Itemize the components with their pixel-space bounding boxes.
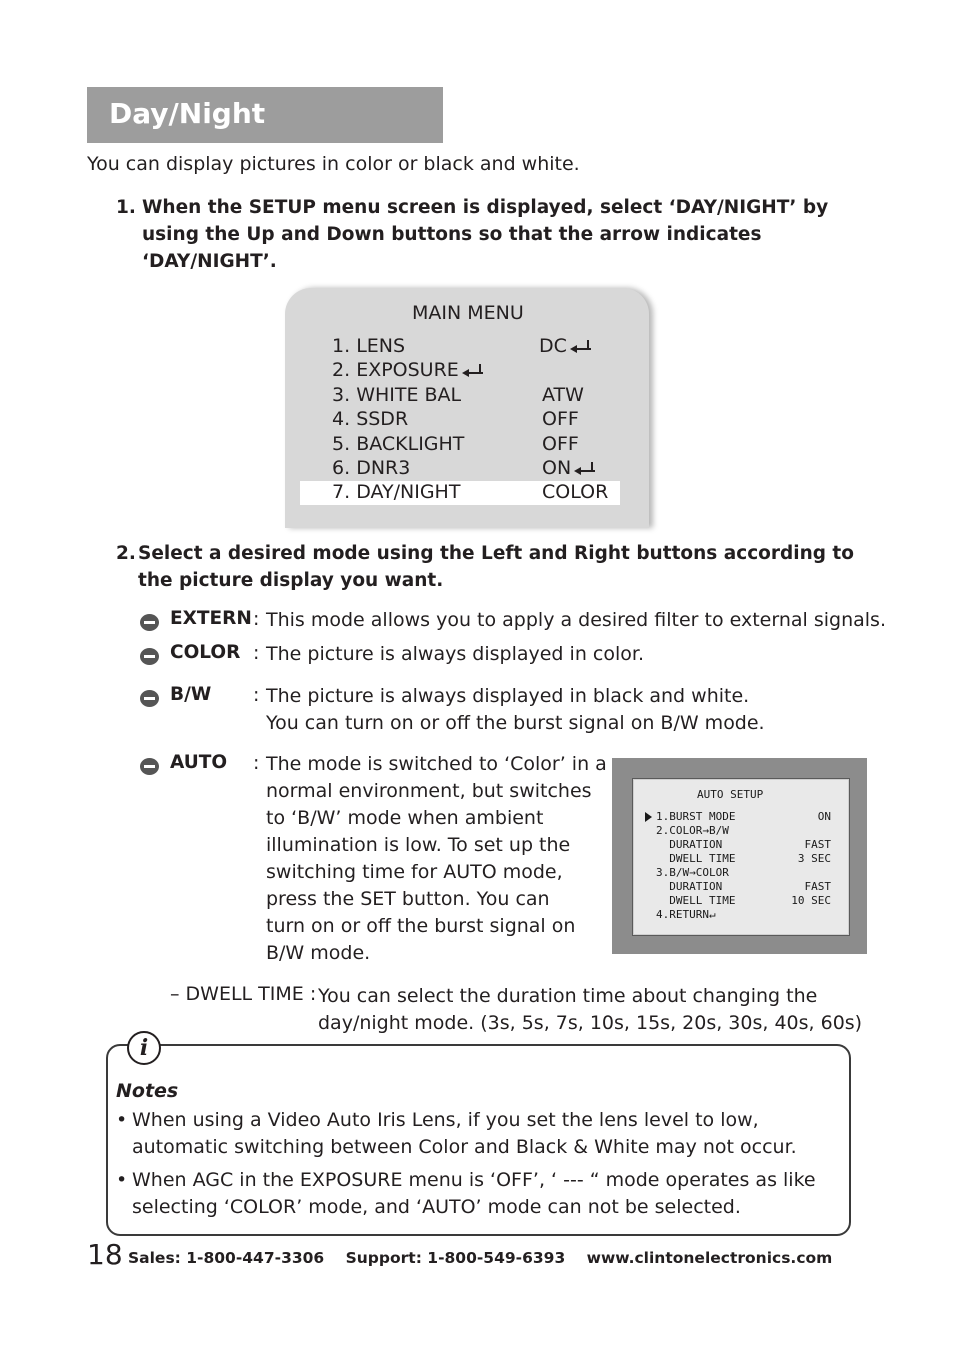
menu-item-day-night — [300, 481, 620, 505]
step-text: When the SETUP menu screen is displayed, select ‘DAY/NIGHT’ by using the Up and Down buttons so that the arrow indicates ‘DAY/NIGHT’. — [142, 197, 829, 272]
page-number: 18 — [87, 1238, 123, 1271]
auto-setup-row-value: 3 SEC — [797, 852, 831, 865]
menu-item-value-text: OFF — [542, 408, 579, 431]
arrow-bullet-icon — [140, 690, 159, 707]
enter-arrow-icon — [574, 462, 594, 476]
auto-setup-panel — [632, 778, 850, 936]
menu-item-value — [542, 408, 579, 430]
menu-item-value-text: ON — [542, 457, 572, 479]
menu-item-label: 4. — [332, 408, 351, 431]
section-title: Day/Night — [109, 97, 266, 130]
menu-item-label: 1. — [332, 335, 351, 357]
note-text: When AGC in the EXPOSURE menu is ‘OFF’, ‘ --- “ mode operates as like selecting ‘COLOR’ mode, and ‘AUTO’ mode can not be selected. — [132, 1169, 816, 1218]
auto-setup-row-label: DWELL TIME — [656, 894, 736, 907]
option-extern-name: EXTERN — [170, 608, 252, 629]
option-bw-desc-line: The picture is always displayed in black and white. — [266, 685, 750, 707]
auto-setup-row-label: 1.BURST MODE — [656, 810, 736, 823]
option-bw-desc-line: You can turn on or off the burst signal on B/W mode. — [266, 712, 765, 734]
dwell-time-line: day/night mode. (3s, 5s, 7s, 10s, 15s, 20s, 30s, 40s, 60s) — [318, 1012, 863, 1034]
menu-item-lens — [300, 335, 620, 359]
option-auto-name: AUTO — [170, 752, 228, 773]
option-auto-desc-line: to ‘B/W’ mode when ambient — [266, 807, 544, 829]
option-auto-desc-line: B/W mode. — [266, 942, 371, 964]
menu-item-value — [542, 457, 594, 479]
arrow-bullet-icon — [140, 648, 159, 665]
step-text: Select a desired mode using the Left and Right buttons according to the picture display you want. — [138, 543, 854, 591]
option-auto-desc-line: The mode is switched to ‘Color’ in a — [266, 753, 607, 775]
menu-item-ssdr — [300, 408, 620, 432]
menu-item-text: BACKLIGHT — [356, 432, 465, 455]
note-item: • When AGC in the EXPOSURE menu is ‘OFF’, ‘ --- “ mode operates as like selecting ‘COLOR’ mode, and ‘AUTO’ mode can not be selected. — [116, 1167, 846, 1221]
auto-setup-title: AUTO SETUP — [697, 788, 764, 801]
option-extern-desc: This mode allows you to apply a desired filter to external signals. — [266, 609, 886, 631]
option-auto-desc-line: switching time for AUTO mode, — [266, 861, 563, 883]
auto-setup-row-value: FAST — [804, 880, 831, 893]
auto-setup-row-value: FAST — [804, 838, 831, 851]
option-colon: : — [253, 642, 260, 664]
main-menu-screen — [285, 288, 649, 528]
menu-item-value — [542, 481, 608, 503]
note-item: • When using a Video Auto Iris Lens, if you set the lens level to low, automatic switching between Color and Black & White may not occur. — [116, 1107, 846, 1161]
option-bw-name: B/W — [170, 684, 212, 705]
menu-item-text: DNR3 — [356, 457, 411, 479]
menu-item-value-text: DC — [539, 335, 567, 357]
menu-item-value — [539, 335, 590, 357]
dwell-time-label: – DWELL TIME : — [170, 983, 317, 1005]
auto-setup-row-label: DURATION — [656, 880, 723, 893]
dwell-time-line: You can select the duration time about changing the — [318, 985, 818, 1007]
option-auto-desc-line: normal environment, but switches — [266, 780, 592, 802]
menu-item-value-text: ATW — [542, 383, 584, 406]
step-number: 2. — [116, 543, 136, 564]
menu-item-label: 6. — [332, 457, 351, 479]
option-colon: : — [253, 752, 260, 774]
auto-setup-row-label: DWELL TIME — [656, 852, 736, 865]
menu-item-backlight — [300, 433, 620, 457]
menu-title: MAIN MENU — [412, 302, 524, 324]
notes-title: Notes — [116, 1080, 179, 1102]
menu-item-value-text: OFF — [542, 432, 579, 455]
auto-setup-row-label: 4.RETURN↵ — [656, 908, 716, 921]
menu-item-value — [542, 433, 579, 455]
option-colon: : — [253, 684, 260, 706]
enter-arrow-icon — [462, 364, 482, 378]
auto-setup-row-value: ON — [817, 810, 831, 823]
menu-item-white-bal — [300, 384, 620, 408]
enter-arrow-icon — [570, 340, 590, 354]
arrow-bullet-icon — [140, 758, 159, 775]
auto-setup-row-value: 10 SEC — [791, 894, 831, 907]
auto-setup-row-label: DURATION — [656, 838, 723, 851]
menu-item-text: SSDR — [356, 408, 409, 431]
menu-item-text: DAY/NIGHT — [356, 481, 461, 504]
cursor-arrow-icon — [645, 812, 652, 822]
menu-item-label: 7. — [332, 481, 351, 504]
menu-item-dnr- — [300, 457, 620, 481]
sales-phone: Sales: 1-800-447-3306 — [128, 1249, 325, 1267]
step-2 — [116, 540, 876, 596]
intro-text: You can display pictures in color or black and white. — [87, 153, 580, 175]
info-icon: i — [127, 1031, 161, 1065]
auto-setup-screen — [612, 758, 867, 954]
step-number: 1. — [116, 197, 136, 218]
menu-item-label: 2. — [332, 359, 351, 382]
footer-contact — [128, 1249, 848, 1267]
option-colon: : — [253, 608, 260, 630]
step-1 — [116, 194, 876, 272]
support-phone: Support: 1-800-549-6393 — [345, 1249, 566, 1267]
menu-item-value — [542, 384, 584, 406]
option-auto-desc-line: press the SET button. You can — [266, 888, 550, 910]
auto-setup-row-label: 2.COLOR→B/W — [656, 824, 729, 837]
option-auto-desc-line: illumination is low. To set up the — [266, 834, 571, 856]
dwell-time-desc — [318, 983, 862, 1037]
option-auto-desc-line: turn on or off the burst signal on — [266, 915, 576, 937]
option-color-desc: The picture is always displayed in color. — [266, 643, 644, 665]
menu-item-text: LENS — [356, 335, 406, 357]
menu-item-text: EXPOSURE — [356, 359, 459, 382]
section-title-bar — [87, 87, 443, 143]
note-text: When using a Video Auto Iris Lens, if you set the lens level to low, automatic switching between Color and Black & White may not occur. — [132, 1109, 797, 1158]
menu-item-exposure — [300, 359, 620, 383]
auto-setup-row-label: 3.B/W→COLOR — [656, 866, 729, 879]
menu-item-label: 3. — [332, 383, 351, 406]
arrow-bullet-icon — [140, 614, 159, 631]
option-color-name: COLOR — [170, 642, 241, 663]
menu-item-value-text: COLOR — [542, 481, 609, 504]
menu-item-text: WHITE BAL — [356, 383, 462, 406]
website-link[interactable]: www.clintonelectronics.com — [586, 1249, 833, 1267]
menu-item-label: 5. — [332, 432, 351, 455]
